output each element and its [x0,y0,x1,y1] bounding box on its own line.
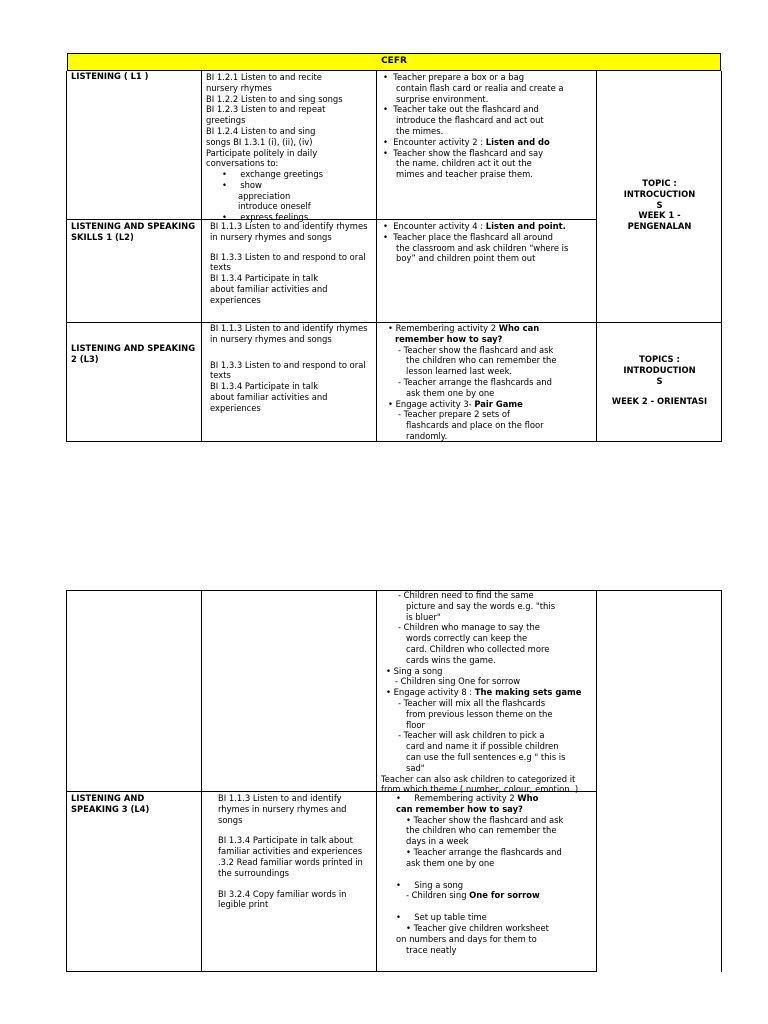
row2-activities: • Encounter activity 4 : Listen and point. • Teacher place the flashcard all around the classroom and ask children “where is boy” and children point them out [383,221,569,264]
row1-activities: • Teacher prepare a box or a bag contain flash card or realia and create a surprise environment. • Teacher take out the flashcard and introduce the flashcard and act out the mimes. • Encounter activity 2 : Listen and do • Teacher show the flashcard and say the name. children act it out the mimes and teacher praise them. [383,72,564,180]
table1-col-divider-3 [596,71,597,442]
row2-standards: BI 1.1.3 Listen to and identify rhymes in nursery rhymes and songs BI 1.3.3 Listen to and respond to oral texts BI 1.3.4 Participate in talk about familiar activities and experiences [210,221,368,305]
table1-left-border [66,71,67,442]
table1-row-divider-1 [66,219,597,220]
row3-activities: • Remembering activity 2 Who can remember how to say? - Teacher show the flashcard and ask the children who can remember the lesson learned last week. - Teacher arrange the flashcards and ask them one by one • Engage activity 3- Pair Game - Teacher prepare 2 sets of flashcards and place on the floor randomly. [388,323,557,441]
table1-col-divider-1 [201,71,202,442]
row4-skill: LISTENING AND SPEAKING 3 (L4) [71,793,150,814]
row4-activities: • Remembering activity 2 Who can remember how to say? • Teacher show the flashcard and ask the children who can remember the days in a week • Teacher arrange the flashcards and ask them one by one • Sing a song - Children sing One for sorrow • Set up table time • Teacher give children worksheet on numbers and days for them to trace neatly [396,793,564,955]
row1-sub-items: • exchange greetings • show appreciation introduce oneself • express feelings [222,169,324,223]
continued-activities: - Children need to find the same picture and say the words e.g. "this is bluer" - Children who manage to say the words correctly can keep the card. Children who collected more cards wins the game. • Sing a song - Children sing One for sorrow • Engage activity 8 : The making sets game - Teacher will mix all the flashcards from previous lesson theme on the floor - Teacher will ask children to pick a card and name it if possible children can use the full sentences e.g " this is sad" Teacher can also ask children to categorized it from which theme ( number, colour, emotion..) [381,590,582,795]
row3-skill: LISTENING AND SPEAKING 2 (L3) [71,343,196,364]
table2-right-border [721,590,722,972]
table2-col-divider-3 [596,590,597,972]
table1-col-divider-2 [376,71,377,442]
row1-standards: BI 1.2.1 Listen to and recite nursery rhymes BI 1.2.2 Listen to and sing songs BI 1.2.3 Listen to and repeat greetings BI 1.2.4 Listen to and sing songs BI 1.3.1 (i), (ii), (iv) Participate politely in daily conversations to: [206,72,343,169]
row3-standards: BI 1.1.3 Listen to and identify rhymes in nursery rhymes and songs BI 1.3.3 Listen to and respond to oral texts BI 1.3.4 Participate in talk about familiar activities and experiences [210,323,368,413]
table2-col-divider-1 [201,590,202,972]
topic-week-2: TOPICS : INTRODUCTION S WEEK 2 - ORIENTASI [611,354,708,407]
table2-bottom-border [66,971,597,972]
cefr-header: CEFR [67,53,721,71]
table2-left-border [66,590,67,972]
row4-standards: BI 1.1.3 Listen to and identify rhymes in nursery rhymes and songs BI 1.3.4 Participate in talk about familiar activities and experiences .3.2 Read familiar words printed in the surroundings BI 3.2.4 Copy familiar words in legible print [218,793,363,910]
table2-col-divider-2 [376,590,377,972]
row2-skill: LISTENING AND SPEAKING SKILLS 1 (L2) [71,221,196,242]
topic-week-1: TOPIC : INTROCUCTION S WEEK 1 - PENGENALAN [623,178,696,232]
row1-skill: LISTENING ( L1 ) [71,71,149,81]
table1-right-border [721,71,722,442]
